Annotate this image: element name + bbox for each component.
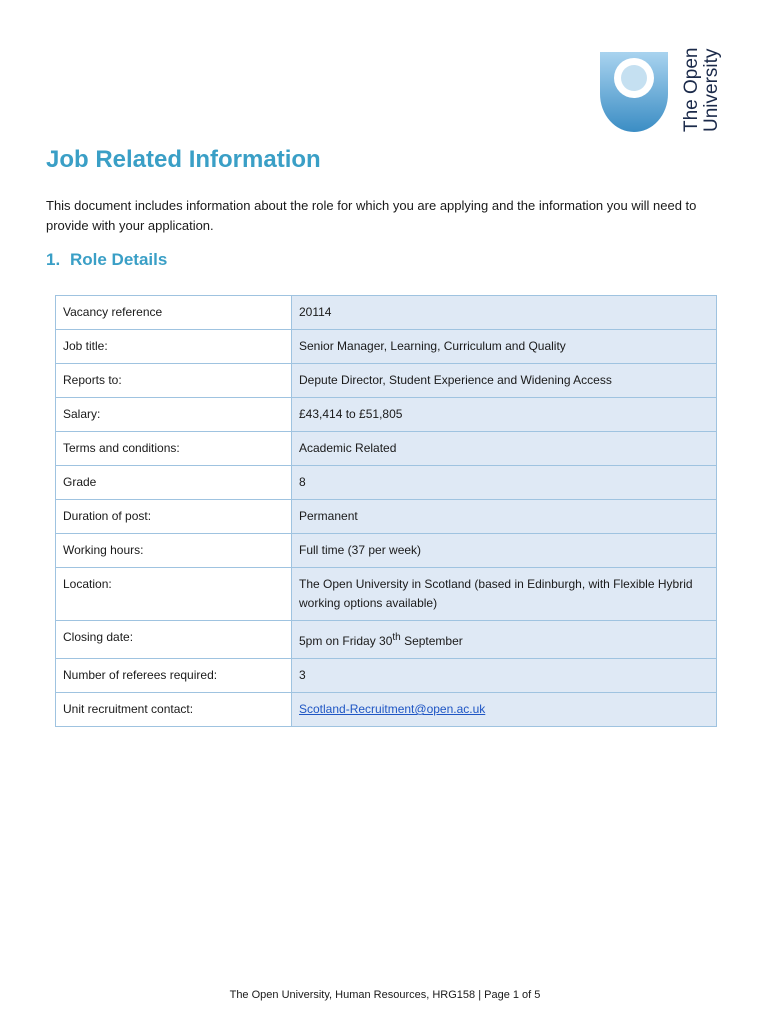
closing-date-value bbox=[292, 621, 717, 659]
row-label: Number of referees required: bbox=[56, 659, 292, 693]
row-label: Salary: bbox=[56, 398, 292, 432]
row-value: Academic Related bbox=[292, 432, 717, 466]
table-row bbox=[56, 432, 717, 466]
row-value: 20114 bbox=[292, 296, 717, 330]
role-details-table bbox=[55, 295, 717, 727]
recruitment-contact-email-link[interactable]: Scotland-Recruitment@open.ac.uk bbox=[299, 702, 486, 716]
open-university-logo bbox=[596, 48, 726, 134]
section-number: 1. bbox=[46, 250, 61, 269]
table-row bbox=[56, 568, 717, 621]
row-value: The Open University in Scotland (based in Edinburgh, with Flexible Hybrid working options available) bbox=[292, 568, 717, 621]
table-row bbox=[56, 466, 717, 500]
row-label: Terms and conditions: bbox=[56, 432, 292, 466]
row-label: Unit recruitment contact: bbox=[56, 693, 292, 727]
row-value: 3 bbox=[292, 659, 717, 693]
closing-date-suffix: th bbox=[392, 632, 401, 643]
table-row bbox=[56, 621, 717, 659]
row-label: Closing date: bbox=[56, 621, 292, 659]
table-row bbox=[56, 364, 717, 398]
row-value: 8 bbox=[292, 466, 717, 500]
table-row bbox=[56, 500, 717, 534]
closing-date-month: September bbox=[400, 634, 463, 648]
intro-paragraph: This document includes information about the role for which you are applying and the information you will need to provide with your application. bbox=[46, 198, 697, 233]
section-title: Role Details bbox=[70, 250, 168, 269]
table-row bbox=[56, 398, 717, 432]
row-value bbox=[292, 693, 717, 727]
table-row bbox=[56, 659, 717, 693]
row-value: Full time (37 per week) bbox=[292, 534, 717, 568]
page-footer: The Open University, Human Resources, HRG158 | Page 1 of 5 bbox=[229, 989, 541, 1001]
row-value: Depute Director, Student Experience and Widening Access bbox=[292, 364, 717, 398]
page-title: Job Related Information bbox=[46, 146, 321, 173]
row-value: £43,414 to £51,805 bbox=[292, 398, 717, 432]
shield-icon bbox=[596, 48, 672, 134]
row-value: Permanent bbox=[292, 500, 717, 534]
row-label: Working hours: bbox=[56, 534, 292, 568]
row-label: Vacancy reference bbox=[56, 296, 292, 330]
row-label: Duration of post: bbox=[56, 500, 292, 534]
table-row bbox=[56, 296, 717, 330]
closing-date-text: 5pm on Friday 30 bbox=[299, 634, 393, 648]
logo-line-2: University bbox=[701, 48, 722, 132]
row-label: Reports to: bbox=[56, 364, 292, 398]
row-value: Senior Manager, Learning, Curriculum and Quality bbox=[292, 330, 717, 364]
row-label: Grade bbox=[56, 466, 292, 500]
logo-line-1: The Open bbox=[681, 47, 702, 132]
logo-wordmark bbox=[680, 48, 720, 134]
table-row bbox=[56, 534, 717, 568]
row-label: Job title: bbox=[56, 330, 292, 364]
section-heading bbox=[46, 250, 167, 270]
table-row bbox=[56, 693, 717, 727]
table-row bbox=[56, 330, 717, 364]
row-label: Location: bbox=[56, 568, 292, 621]
